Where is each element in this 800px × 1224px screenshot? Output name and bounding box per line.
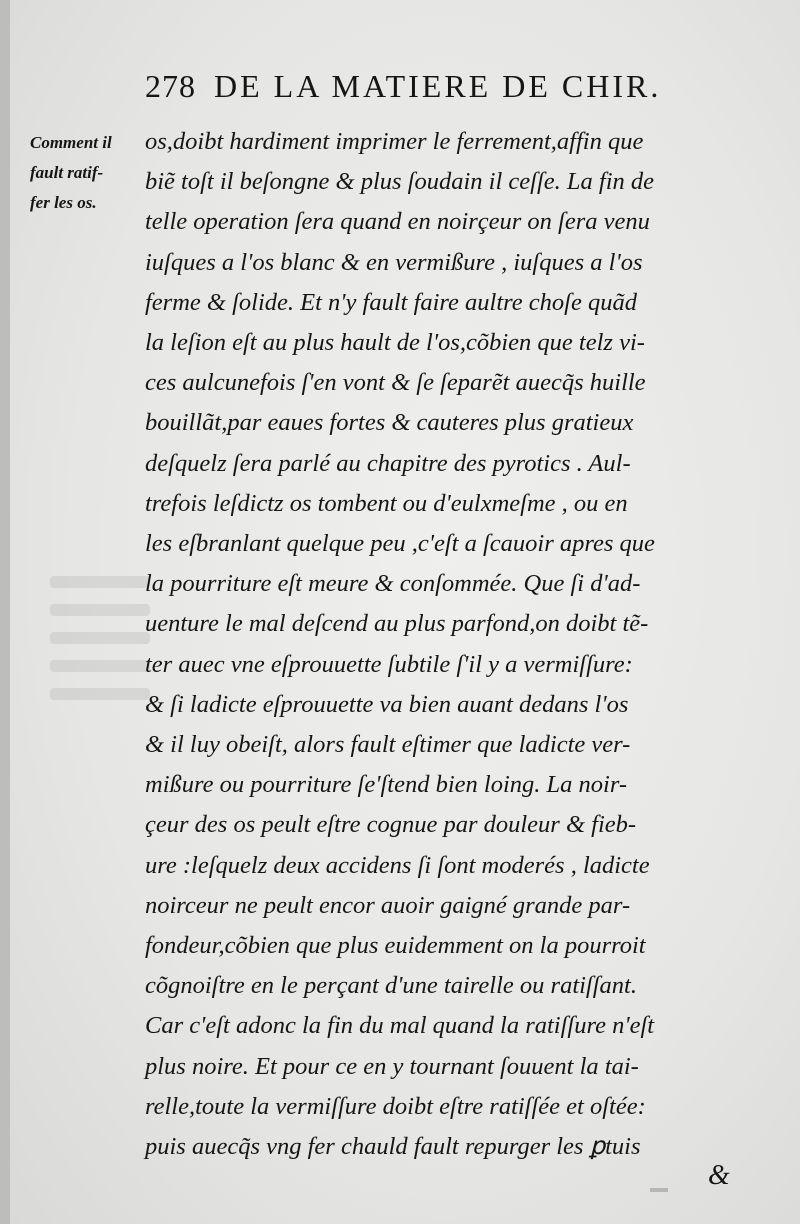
page-gutter <box>0 0 10 1224</box>
text-line: ferme & ſolide. Et n'y fault faire aultre choſe quãd <box>145 288 637 316</box>
text-line: ure :leſquelz deux accidens ſi ſont moderés , ladicte <box>145 851 650 879</box>
text-line: iuſques a l'os blanc & en vermißure , iuſques a l'os <box>145 248 643 276</box>
text-line: relle,toute la vermiſſure doibt eſtre ratiſſée et oſtée: <box>145 1092 646 1120</box>
marginal-note-line: fer les os. <box>30 193 97 212</box>
marginal-note <box>30 128 140 218</box>
body-text <box>145 122 745 1167</box>
text-line: les eſbranlant quelque peu ,c'eſt a ſcauoir apres que <box>145 530 655 558</box>
text-line: trefois leſdictz os tombent ou d'eulxmeſme , ou en <box>145 489 628 517</box>
text-line: uenture le mal deſcend au plus parfond,on doibt tẽ- <box>145 610 649 638</box>
signature-mark <box>650 1188 668 1192</box>
text-line: cõgnoiſtre en le perçant d'une tairelle ou ratiſſant. <box>145 972 637 1000</box>
text-line: biẽ toſt il beſongne & plus ſoudain il ceſſe. La fin de <box>145 168 654 196</box>
show-through <box>50 560 150 760</box>
text-line: puis auecq̃s vng fer chauld fault repurger les ꝑtuis <box>145 1133 641 1161</box>
text-line: la pourriture eſt meure & conſommée. Que ſi d'ad- <box>145 570 641 598</box>
page-number: 278 <box>145 68 196 104</box>
marginal-note-line: fault ratif- <box>30 163 104 182</box>
text-line: plus noire. Et pour ce en y tournant ſouuent la tai- <box>145 1052 639 1080</box>
running-head <box>145 68 745 105</box>
text-line: ter auec vne eſprouuette ſubtile ſ'il y a vermiſſure: <box>145 650 633 678</box>
text-line: & il luy obeiſt, alors fault eſtimer que ladicte ver- <box>145 731 631 759</box>
text-line: deſquelz ſera parlé au chapitre des pyrotics . Aul- <box>145 449 631 477</box>
text-line: fondeur,cõbien que plus euidemment on la pourroit <box>145 932 646 960</box>
text-line: çeur des os peult eſtre cognue par douleur & fieb- <box>145 811 637 839</box>
text-line: noirceur ne peult encor auoir gaigné grande par- <box>145 891 631 919</box>
text-line: bouillãt,par eaues fortes & cauteres plus gratieux <box>145 409 634 437</box>
text-line: & ſi ladicte eſprouuette va bien auant dedans l'os <box>145 690 629 718</box>
text-line: Car c'eſt adonc la fin du mal quand la ratiſſure n'eſt <box>145 1012 655 1040</box>
catchword: & <box>708 1160 730 1191</box>
text-line: mißure ou pourriture ſe'ſtend bien loing. La noir- <box>145 771 628 799</box>
running-title: DE LA MATIERE DE CHIR. <box>214 68 662 104</box>
text-line: ces aulcunefois ſ'en vont & ſe ſeparẽt auecq̃s huille <box>145 369 646 397</box>
text-line: os,doibt hardiment imprimer le ferrement,affin que <box>145 128 644 155</box>
marginal-note-line: Comment il <box>30 133 112 152</box>
text-line: la leſion eſt au plus hault de l'os,cõbien que telz vi- <box>145 329 645 357</box>
text-line: telle operation ſera quand en noirçeur on ſera venu <box>145 208 650 236</box>
